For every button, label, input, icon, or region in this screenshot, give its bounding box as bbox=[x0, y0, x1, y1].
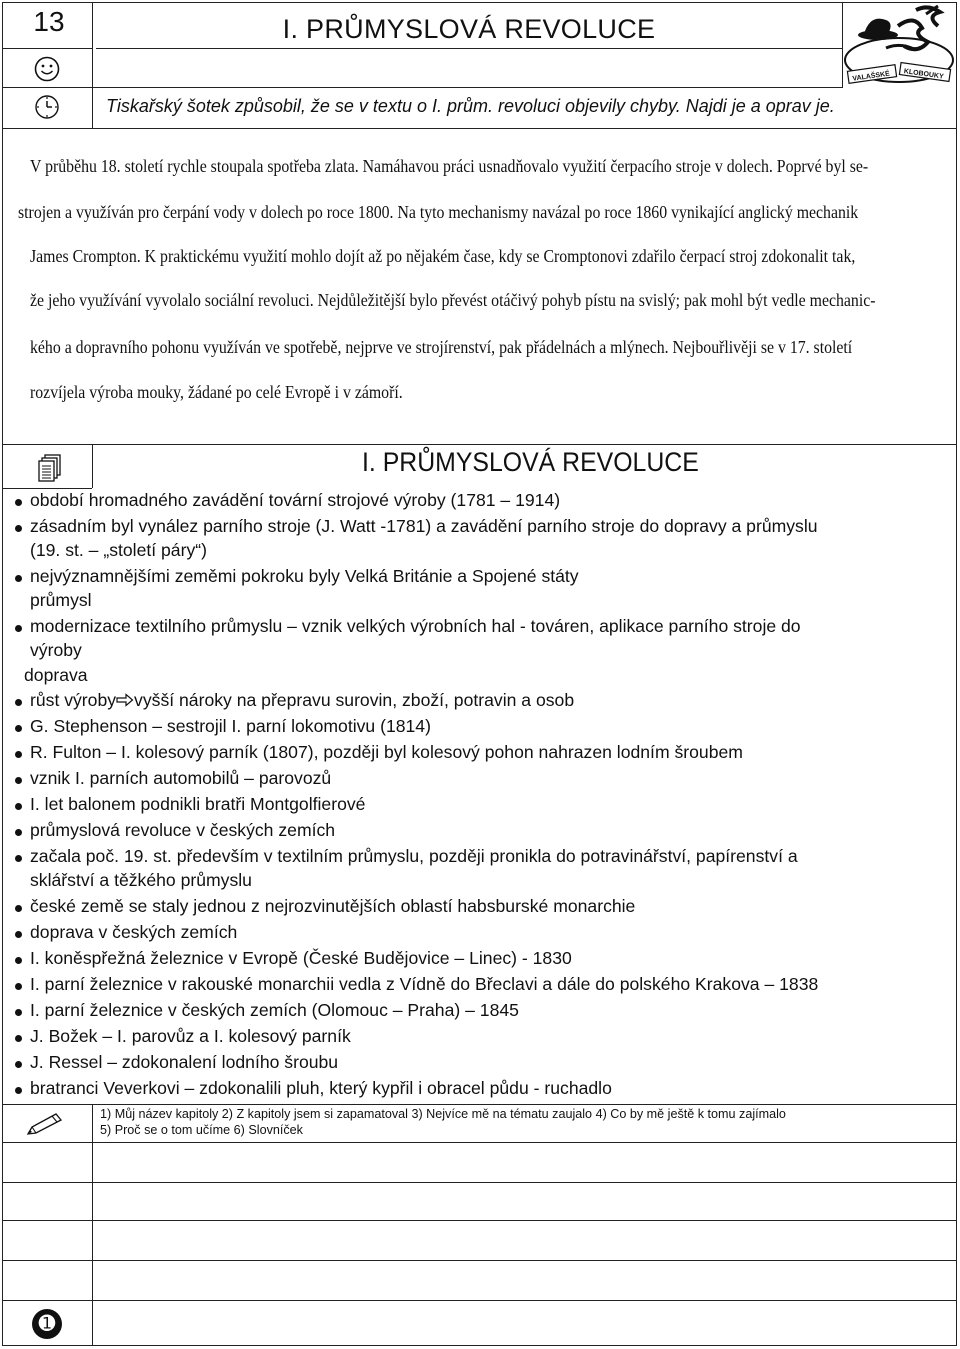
footer-instructions bbox=[100, 1106, 786, 1138]
smiley-icon bbox=[34, 56, 60, 87]
list-item-text: doprava v českých zemích bbox=[30, 922, 238, 942]
footer-line: 5) Proč se o tom učíme 6) Slovníček bbox=[100, 1123, 303, 1137]
footer-divider bbox=[2, 1260, 957, 1261]
bullet bbox=[15, 855, 22, 862]
list-item-text: I. let balonem podnikli bratři Montgolfierové bbox=[30, 794, 366, 814]
list-item-continuation: sklářství a těžkého průmyslu bbox=[30, 870, 252, 890]
bullet bbox=[15, 751, 22, 758]
footer-line: 1) Můj název kapitoly 2) Z kapitoly jsem si zapamatoval 3) Nejvíce mě na tématu zaujalo 4) Co by mě ještě k tomu zajímalo bbox=[100, 1107, 786, 1121]
notes-divider bbox=[92, 444, 93, 488]
bullet bbox=[15, 575, 22, 582]
notes-divider bbox=[2, 444, 957, 445]
footer-divider bbox=[2, 1104, 957, 1105]
notes-title: I. PRŮMYSLOVÁ REVOLUCE bbox=[362, 447, 699, 477]
list-item-text: bratranci Veverkovi – zdokonalili pluh, který kypřil i obracel půdu - ruchadlo bbox=[30, 1078, 612, 1098]
bullet bbox=[15, 829, 22, 836]
pencil-icon bbox=[24, 1112, 64, 1143]
school-logo bbox=[842, 4, 956, 88]
bullet bbox=[15, 1009, 22, 1016]
list-item-text: nejvýznamnějšími zeměmi pokroku byly Velká Británie a Spojené státy bbox=[30, 566, 579, 586]
number-badge bbox=[32, 1309, 62, 1339]
list-item-text: J. Božek – I. parovůz a I. kolesový parník bbox=[30, 1026, 351, 1046]
bullet bbox=[15, 905, 22, 912]
paragraph-line: kého a dopravního pohonu využíván ve spotřebě, nejprve ve strojírenství, pak přádelnách a mlýnech. Nejbouřlivěji se v 17. století bbox=[30, 337, 853, 357]
bullet bbox=[15, 777, 22, 784]
bullet bbox=[15, 1035, 22, 1042]
page-number: 13 bbox=[33, 6, 65, 37]
list-item-text: I. koněspřežná železnice v Evropě (České Budějovice – Linec) - 1830 bbox=[30, 948, 572, 968]
footer-divider bbox=[2, 1220, 957, 1221]
list-item-continuation: (19. st. – „století páry“) bbox=[30, 540, 207, 560]
list-item-text: modernizace textilního průmyslu – vznik velkých výrobních hal - továren, aplikace parního stroje do bbox=[30, 616, 801, 636]
list-item-text: G. Stephenson – sestrojil I. parní lokomotivu (1814) bbox=[30, 716, 431, 736]
bullet bbox=[15, 625, 22, 632]
bullet bbox=[15, 499, 22, 506]
bullet bbox=[15, 1087, 22, 1094]
list-item-text: vznik I. parních automobilů – parovozů bbox=[30, 768, 332, 788]
bullet bbox=[15, 699, 22, 706]
bullet bbox=[15, 957, 22, 964]
list-item-text: začala poč. 19. st. především v textilním průmyslu, později pronikla do potravinářství, papírenství a bbox=[30, 846, 798, 866]
paragraph-line: V průběhu 18. století rychle stoupala spotřeba zlata. Namáhavou práci usnadňovalo využití čerpacího stroje v dolech. Poprvé byl se- bbox=[30, 156, 869, 176]
paragraph-line: že jeho využívání vyvolalo sociální revoluci. Nejdůležitější bylo převést otáčivý pohyb pístu na svislý; pak mohl být vedle mechanic- bbox=[30, 290, 876, 310]
footer-divider bbox=[2, 1142, 957, 1143]
header-divider bbox=[96, 48, 842, 49]
list-item-text: I. parní železnice v rakouské monarchii vedla z Vídně do Břeclavi a dále do polského Krakova – 1838 bbox=[30, 974, 819, 994]
list-item-text-part: vyšší nároky na přepravu surovin, zboží, potravin a osob bbox=[134, 690, 575, 710]
list-item-text: zásadním byl vynález parního stroje (J. Watt -1781) a zavádění parního stroje do dopravy a průmyslu bbox=[30, 516, 818, 536]
logo-text-left: VALAŠSKÉ bbox=[852, 70, 891, 83]
bullet bbox=[15, 525, 22, 532]
header-divider bbox=[2, 87, 842, 88]
paragraph-line: James Crompton. K praktickému využití mohlo dojít až po nějakém čase, kdy se Cromptonovi zdařilo čerpací stroj zdokonalit tak, bbox=[30, 246, 856, 266]
header-divider bbox=[2, 48, 92, 49]
header-divider bbox=[92, 2, 93, 128]
header-divider bbox=[2, 128, 957, 129]
list-item-text bbox=[30, 690, 574, 712]
number-badge-glyph: ➊ bbox=[38, 1313, 56, 1335]
arrow-icon bbox=[116, 691, 134, 712]
list-item-text-part: růst výroby bbox=[30, 690, 117, 710]
bullet bbox=[15, 725, 22, 732]
bullet bbox=[15, 803, 22, 810]
footer-divider bbox=[92, 1104, 93, 1346]
list-item-text: období hromadného zavádění tovární strojové výroby (1781 – 1914) bbox=[30, 490, 561, 510]
paragraph-line: strojen a využíván pro čerpání vody v dolech po roce 1800. Na tyto mechanismy navázal po roce 1860 vynikající anglický mechanik bbox=[18, 202, 859, 222]
notes-divider bbox=[2, 488, 92, 489]
footer-divider bbox=[2, 1300, 957, 1301]
footer-divider bbox=[2, 1182, 957, 1183]
section-heading: doprava bbox=[24, 665, 88, 685]
task-instruction: Tiskařský šotek způsobil, že se v textu o I. prům. revoluci objevily chyby. Najdi je a oprav je. bbox=[106, 96, 835, 116]
list-item-text: J. Ressel – zdokonalení lodního šroubu bbox=[30, 1052, 339, 1072]
notes-icon bbox=[38, 454, 62, 487]
page-title: I. PRŮMYSLOVÁ REVOLUCE bbox=[282, 14, 656, 44]
clock-icon bbox=[34, 94, 60, 125]
bullet bbox=[15, 931, 22, 938]
section-heading: průmysl bbox=[30, 590, 92, 610]
list-item-text: průmyslová revoluce v českých zemích bbox=[30, 820, 336, 840]
list-item-text: české země se staly jednou z nejrozvinutějších oblastí habsburské monarchie bbox=[30, 896, 636, 916]
logo-text-right: KLOBOUKY bbox=[903, 68, 945, 81]
paragraph-line: rozvíjela výroba mouky, žádané po celé Evropě i v zámoří. bbox=[30, 382, 403, 402]
list-item-text: R. Fulton – I. kolesový parník (1807), později byl kolesový pohon nahrazen lodním šroubem bbox=[30, 742, 743, 762]
list-item-text: I. parní železnice v českých zemích (Olomouc – Praha) – 1845 bbox=[30, 1000, 519, 1020]
bullet bbox=[15, 1061, 22, 1068]
list-item-continuation: výroby bbox=[30, 640, 82, 660]
bullet bbox=[15, 983, 22, 990]
